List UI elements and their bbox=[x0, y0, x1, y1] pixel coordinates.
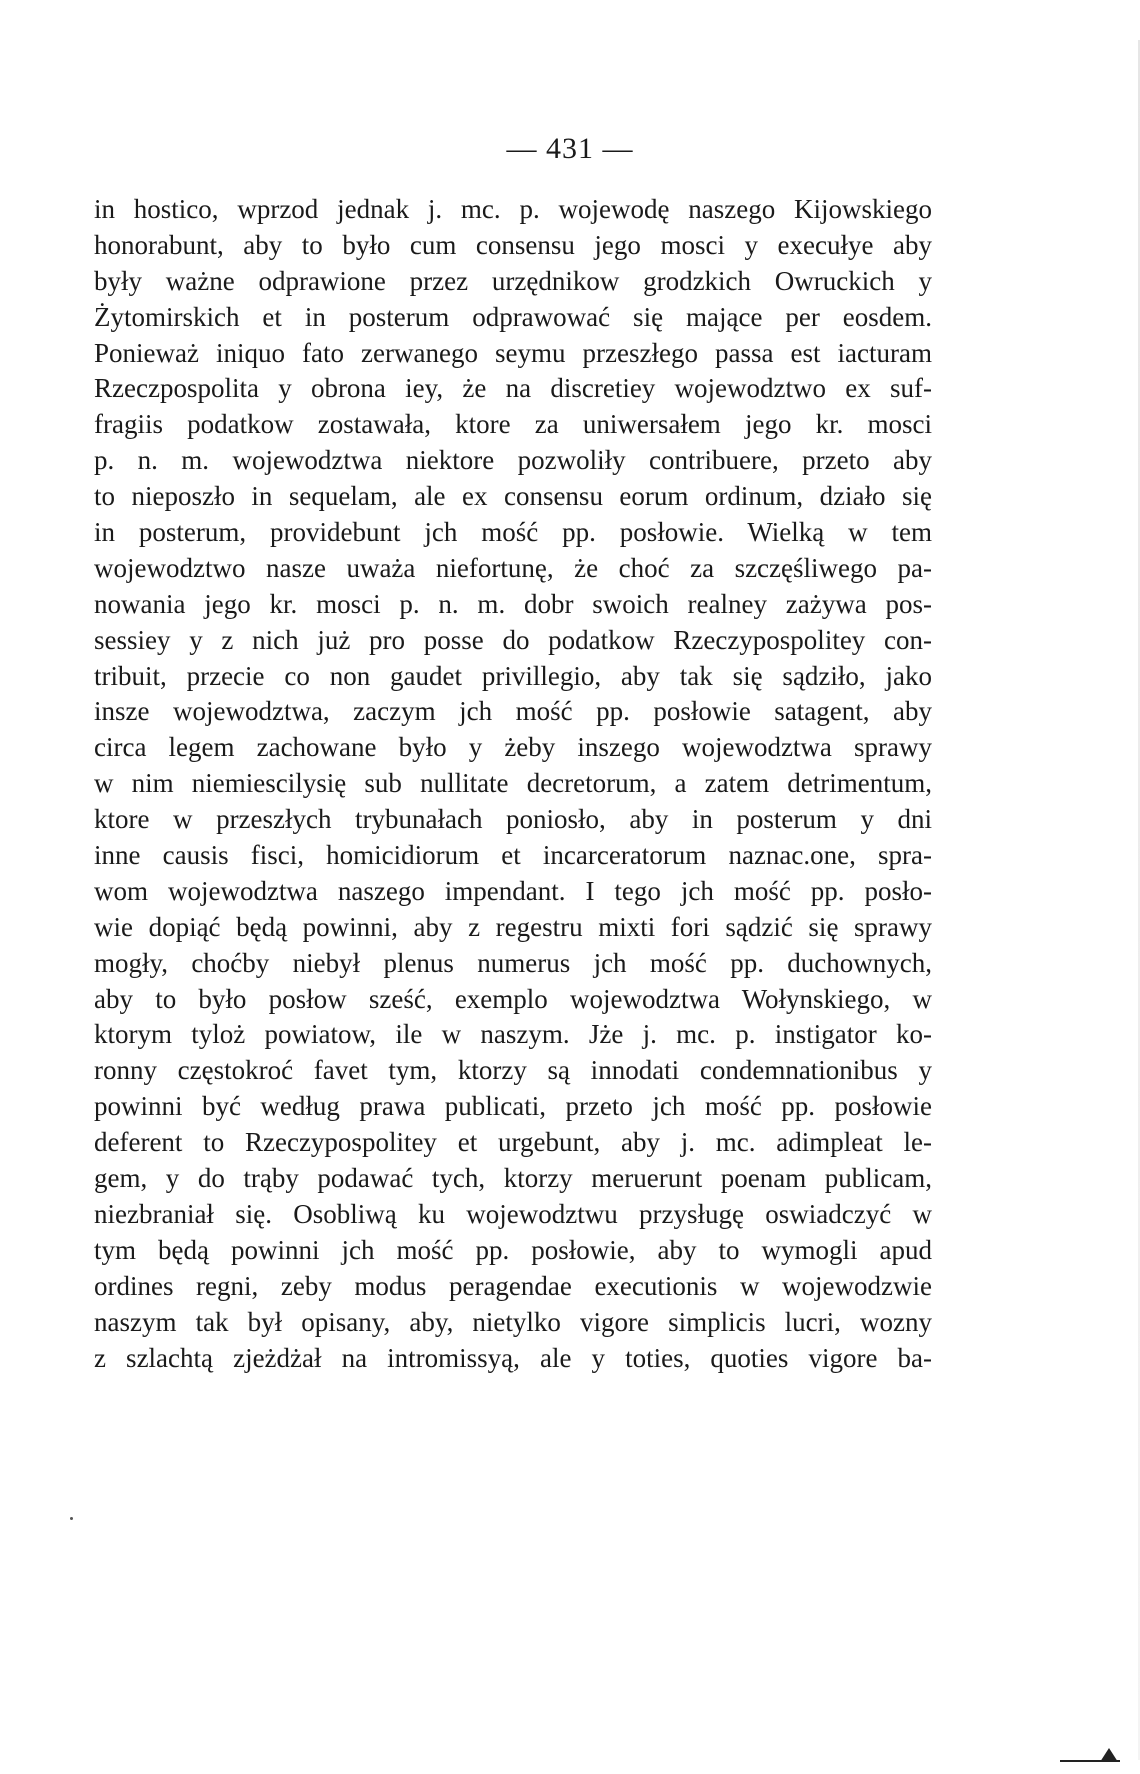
text-line: in hostico, wprzod jednak j. mc. p. wojewodę naszego Kijowskiego bbox=[94, 194, 932, 224]
text-line: deferent to Rzeczypospolitey et urgebunt, aby j. mc. adimpleat le- bbox=[94, 1127, 932, 1158]
text-line: ordines regni, zeby modus peragendae executionis w wojewodzwie bbox=[94, 1270, 932, 1301]
text-line: ktorym tyloż powiatow, ile w naszym. Jże j. mc. p. instigator ko- bbox=[94, 1019, 932, 1050]
text-line: naszym tak był opisany, aby, nietylko vigore simplicis lucri, wozny bbox=[94, 1306, 932, 1337]
text-line: Żytomirskich et in posterum odprawować się mające per eosdem. bbox=[94, 301, 932, 332]
scan-speck bbox=[70, 1517, 73, 1520]
text-line: to nieposzło in sequelam, ale ex consensu eorum ordinum, działo się bbox=[94, 481, 932, 512]
text-line: ronny częstokroć favet tym, ktorzy są innodati condemnationibus y bbox=[94, 1055, 932, 1086]
scan-corner-arrow-icon bbox=[1100, 1748, 1118, 1762]
text-line: insze wojewodztwa, zaczym jch mość pp. posłowie satagent, aby bbox=[94, 696, 932, 727]
text-line: honorabunt, aby to było cum consensu jego mosci y execułye aby bbox=[94, 229, 932, 260]
text-line: wie dopiąć będą powinni, aby z regestru mixti fori sądzić się sprawy bbox=[94, 911, 932, 942]
text-line: ktore w przeszłych trybunałach poniosło, aby in posterum y dni bbox=[94, 804, 932, 835]
text-line: w nim niemiescilysię sub nullitate decretorum, a zatem detrimentum, bbox=[94, 768, 932, 799]
text-line: były ważne odprawione przez urzędnikow grodzkich Owruckich y bbox=[94, 265, 932, 296]
text-line: aby to było posłow sześć, exemplo wojewodztwa Wołynskiego, w bbox=[94, 983, 932, 1014]
text-line: nowania jego kr. mosci p. n. m. dobr swoich realney zażywa pos- bbox=[94, 588, 932, 619]
text-line: Rzeczpospolita y obrona iey, że na discretiey wojewodztwo ex suf- bbox=[94, 373, 932, 404]
text-line: fragiis podatkow zostawała, ktore za uniwersałem jego kr. mosci bbox=[94, 409, 932, 440]
text-line: gem, y do trąby podawać tych, ktorzy meruerunt poenam publicam, bbox=[94, 1163, 932, 1194]
page-number: — 431 — bbox=[506, 132, 634, 165]
text-line: tym będą powinni jch mość pp. posłowie, aby to wymogli apud bbox=[94, 1234, 932, 1265]
text-line: tribuit, przecie co non gaudet privillegio, aby tak się sądziło, jako bbox=[94, 660, 932, 691]
text-line: z szlachtą zjeżdżał na intromissyą, ale y toties, quoties vigore ba- bbox=[94, 1342, 932, 1373]
text-line: p. n. m. wojewodztwa niektore pozwoliły contribuere, przeto aby bbox=[94, 445, 932, 476]
text-line: sessiey y z nich już pro posse do podatkow Rzeczypospolitey con- bbox=[94, 624, 932, 655]
text-line: in posterum, providebunt jch mość pp. posłowie. Wielką w tem bbox=[94, 517, 932, 548]
text-line: wom wojewodztwa naszego impendant. I tego jch mość pp. posło- bbox=[94, 875, 932, 906]
text-line: inne causis fisci, homicidiorum et incarceratorum naznac.one, spra- bbox=[94, 840, 932, 871]
text-line: wojewodztwo nasze uważa niefortunę, że choć za szczęśliwego pa- bbox=[94, 552, 932, 583]
text-line: mogły, choćby niebył plenus numerus jch mość pp. duchownych, bbox=[94, 947, 932, 978]
body-text bbox=[94, 192, 932, 1376]
text-line: Ponieważ iniquo fato zerwanego seymu przeszłego passa est iacturam bbox=[94, 337, 932, 368]
text-line: powinni być według prawa publicati, przeto jch mość pp. posłowie bbox=[94, 1091, 932, 1122]
text-line: niezbraniał się. Osobliwą ku wojewodztwu przysługę oswiadczyć w bbox=[94, 1198, 932, 1229]
text-line: circa legem zachowane było y żeby inszego wojewodztwa sprawy bbox=[94, 732, 932, 763]
